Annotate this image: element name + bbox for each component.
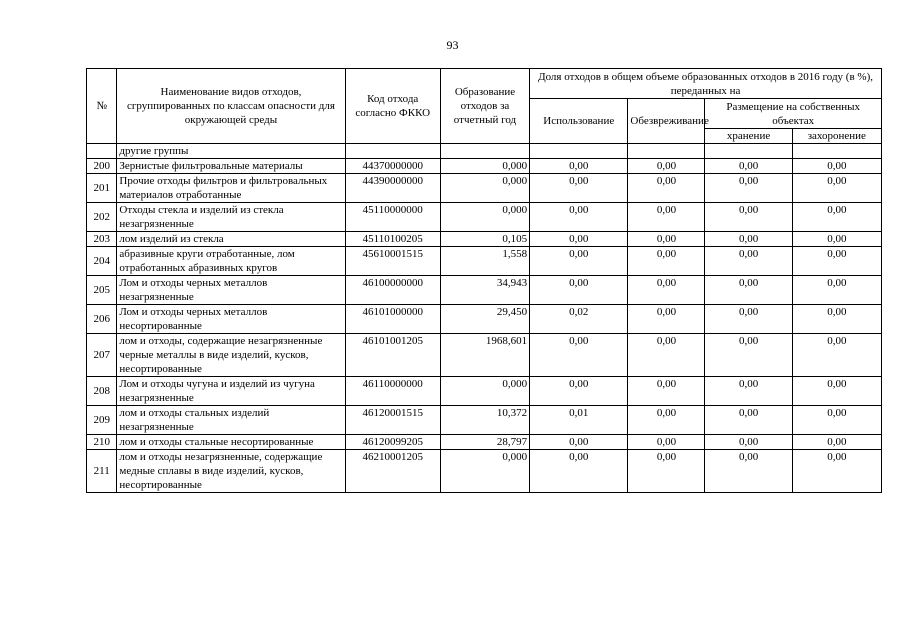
use-share: 0,00 <box>530 232 628 247</box>
table-row <box>87 276 882 305</box>
neutral-share: 0,00 <box>628 334 705 377</box>
waste-code: 45110000000 <box>345 203 440 232</box>
table-row <box>87 435 882 450</box>
storage-share: 0,00 <box>705 377 792 406</box>
row-number: 205 <box>87 276 117 305</box>
storage-share: 0,00 <box>705 159 792 174</box>
neutral-share: 0,00 <box>628 174 705 203</box>
row-number: 203 <box>87 232 117 247</box>
burial-share: 0,00 <box>792 377 881 406</box>
header-share: Доля отходов в общем объеме образованных отходов в 2016 году (в %), переданных на <box>530 69 882 99</box>
use-share: 0,00 <box>530 334 628 377</box>
waste-name: Лом и отходы чугуна и изделий из чугуна незагрязненные <box>117 377 345 406</box>
table-row <box>87 232 882 247</box>
storage-share: 0,00 <box>705 247 792 276</box>
burial-share: 0,00 <box>792 232 881 247</box>
header-neutral: Обезвреживание <box>628 99 705 144</box>
burial-share: 0,00 <box>792 450 881 493</box>
row-number: 204 <box>87 247 117 276</box>
burial-share: 0,00 <box>792 334 881 377</box>
table-body <box>87 144 882 493</box>
waste-name: лом и отходы незагрязненные, содержащие медные сплавы в виде изделий, кусков, несортированные <box>117 450 345 493</box>
storage-share: 0,00 <box>705 450 792 493</box>
neutral-share: 0,00 <box>628 276 705 305</box>
header-placement: Размещение на собственных объектах <box>705 99 882 129</box>
formed-amount: 10,372 <box>440 406 529 435</box>
table-row <box>87 406 882 435</box>
waste-code: 45610001515 <box>345 247 440 276</box>
table-row <box>87 377 882 406</box>
storage-share: 0,00 <box>705 435 792 450</box>
burial-share: 0,00 <box>792 174 881 203</box>
table-row <box>87 247 882 276</box>
table-row <box>87 203 882 232</box>
waste-code: 44390000000 <box>345 174 440 203</box>
waste-name: Лом и отходы черных металлов несортированные <box>117 305 345 334</box>
waste-code: 46101000000 <box>345 305 440 334</box>
burial-share: 0,00 <box>792 406 881 435</box>
formed-amount: 1968,601 <box>440 334 529 377</box>
waste-code: 46120099205 <box>345 435 440 450</box>
burial-share: 0,00 <box>792 247 881 276</box>
formed-amount: 34,943 <box>440 276 529 305</box>
table-header <box>87 69 882 144</box>
group-row <box>87 144 882 159</box>
header-name: Наименование видов отходов, сгруппированных по классам опасности для окружающей среды <box>117 69 345 144</box>
row-number: 208 <box>87 377 117 406</box>
waste-code: 46100000000 <box>345 276 440 305</box>
storage-share: 0,00 <box>705 305 792 334</box>
formed-amount: 0,000 <box>440 174 529 203</box>
row-number: 210 <box>87 435 117 450</box>
burial-share: 0,00 <box>792 159 881 174</box>
use-share: 0,02 <box>530 305 628 334</box>
waste-name: Прочие отходы фильтров и фильтровальных материалов отработанные <box>117 174 345 203</box>
neutral-share: 0,00 <box>628 377 705 406</box>
formed-amount: 0,105 <box>440 232 529 247</box>
waste-code: 46120001515 <box>345 406 440 435</box>
formed-amount: 0,000 <box>440 203 529 232</box>
header-code: Код отхода согласно ФККО <box>345 69 440 144</box>
row-number: 207 <box>87 334 117 377</box>
burial-share: 0,00 <box>792 435 881 450</box>
waste-name: Отходы стекла и изделий из стекла незагрязненные <box>117 203 345 232</box>
storage-share: 0,00 <box>705 203 792 232</box>
neutral-share: 0,00 <box>628 247 705 276</box>
row-number: 206 <box>87 305 117 334</box>
formed-amount: 1,558 <box>440 247 529 276</box>
neutral-share: 0,00 <box>628 159 705 174</box>
use-share: 0,01 <box>530 406 628 435</box>
waste-code: 46110000000 <box>345 377 440 406</box>
waste-code: 46101001205 <box>345 334 440 377</box>
neutral-share: 0,00 <box>628 450 705 493</box>
use-share: 0,00 <box>530 276 628 305</box>
use-share: 0,00 <box>530 159 628 174</box>
header-num: № <box>87 69 117 144</box>
burial-share: 0,00 <box>792 276 881 305</box>
formed-amount: 0,000 <box>440 159 529 174</box>
neutral-share: 0,00 <box>628 305 705 334</box>
page-number: 93 <box>446 38 459 52</box>
neutral-share: 0,00 <box>628 232 705 247</box>
table-row <box>87 305 882 334</box>
waste-code: 46210001205 <box>345 450 440 493</box>
header-burial: захоронение <box>792 129 881 144</box>
waste-table <box>86 68 882 493</box>
storage-share: 0,00 <box>705 276 792 305</box>
waste-name: лом и отходы стальные несортированные <box>117 435 345 450</box>
use-share: 0,00 <box>530 174 628 203</box>
row-number: 211 <box>87 450 117 493</box>
formed-amount: 0,000 <box>440 377 529 406</box>
header-formed: Образование отходов за отчетный год <box>440 69 529 144</box>
header-storage: хранение <box>705 129 792 144</box>
storage-share: 0,00 <box>705 232 792 247</box>
use-share: 0,00 <box>530 203 628 232</box>
use-share: 0,00 <box>530 247 628 276</box>
table-row <box>87 159 882 174</box>
use-share: 0,00 <box>530 377 628 406</box>
formed-amount: 0,000 <box>440 450 529 493</box>
waste-name: лом изделий из стекла <box>117 232 345 247</box>
waste-name: Зернистые фильтровальные материалы <box>117 159 345 174</box>
group-label: другие группы <box>117 144 345 159</box>
use-share: 0,00 <box>530 450 628 493</box>
burial-share: 0,00 <box>792 305 881 334</box>
waste-name: лом и отходы, содержащие незагрязненные черные металлы в виде изделий, кусков, несортированные <box>117 334 345 377</box>
storage-share: 0,00 <box>705 334 792 377</box>
row-number: 200 <box>87 159 117 174</box>
waste-code: 44370000000 <box>345 159 440 174</box>
header-use: Использование <box>530 99 628 144</box>
storage-share: 0,00 <box>705 174 792 203</box>
table-row <box>87 334 882 377</box>
waste-name: лом и отходы стальных изделий незагрязненные <box>117 406 345 435</box>
neutral-share: 0,00 <box>628 435 705 450</box>
neutral-share: 0,00 <box>628 406 705 435</box>
row-number: 201 <box>87 174 117 203</box>
use-share: 0,00 <box>530 435 628 450</box>
waste-name: абразивные круги отработанные, лом отработанных абразивных кругов <box>117 247 345 276</box>
waste-name: Лом и отходы черных металлов незагрязненные <box>117 276 345 305</box>
formed-amount: 29,450 <box>440 305 529 334</box>
storage-share: 0,00 <box>705 406 792 435</box>
formed-amount: 28,797 <box>440 435 529 450</box>
table-row <box>87 174 882 203</box>
row-number: 209 <box>87 406 117 435</box>
neutral-share: 0,00 <box>628 203 705 232</box>
table-row <box>87 450 882 493</box>
burial-share: 0,00 <box>792 203 881 232</box>
row-number: 202 <box>87 203 117 232</box>
waste-code: 45110100205 <box>345 232 440 247</box>
